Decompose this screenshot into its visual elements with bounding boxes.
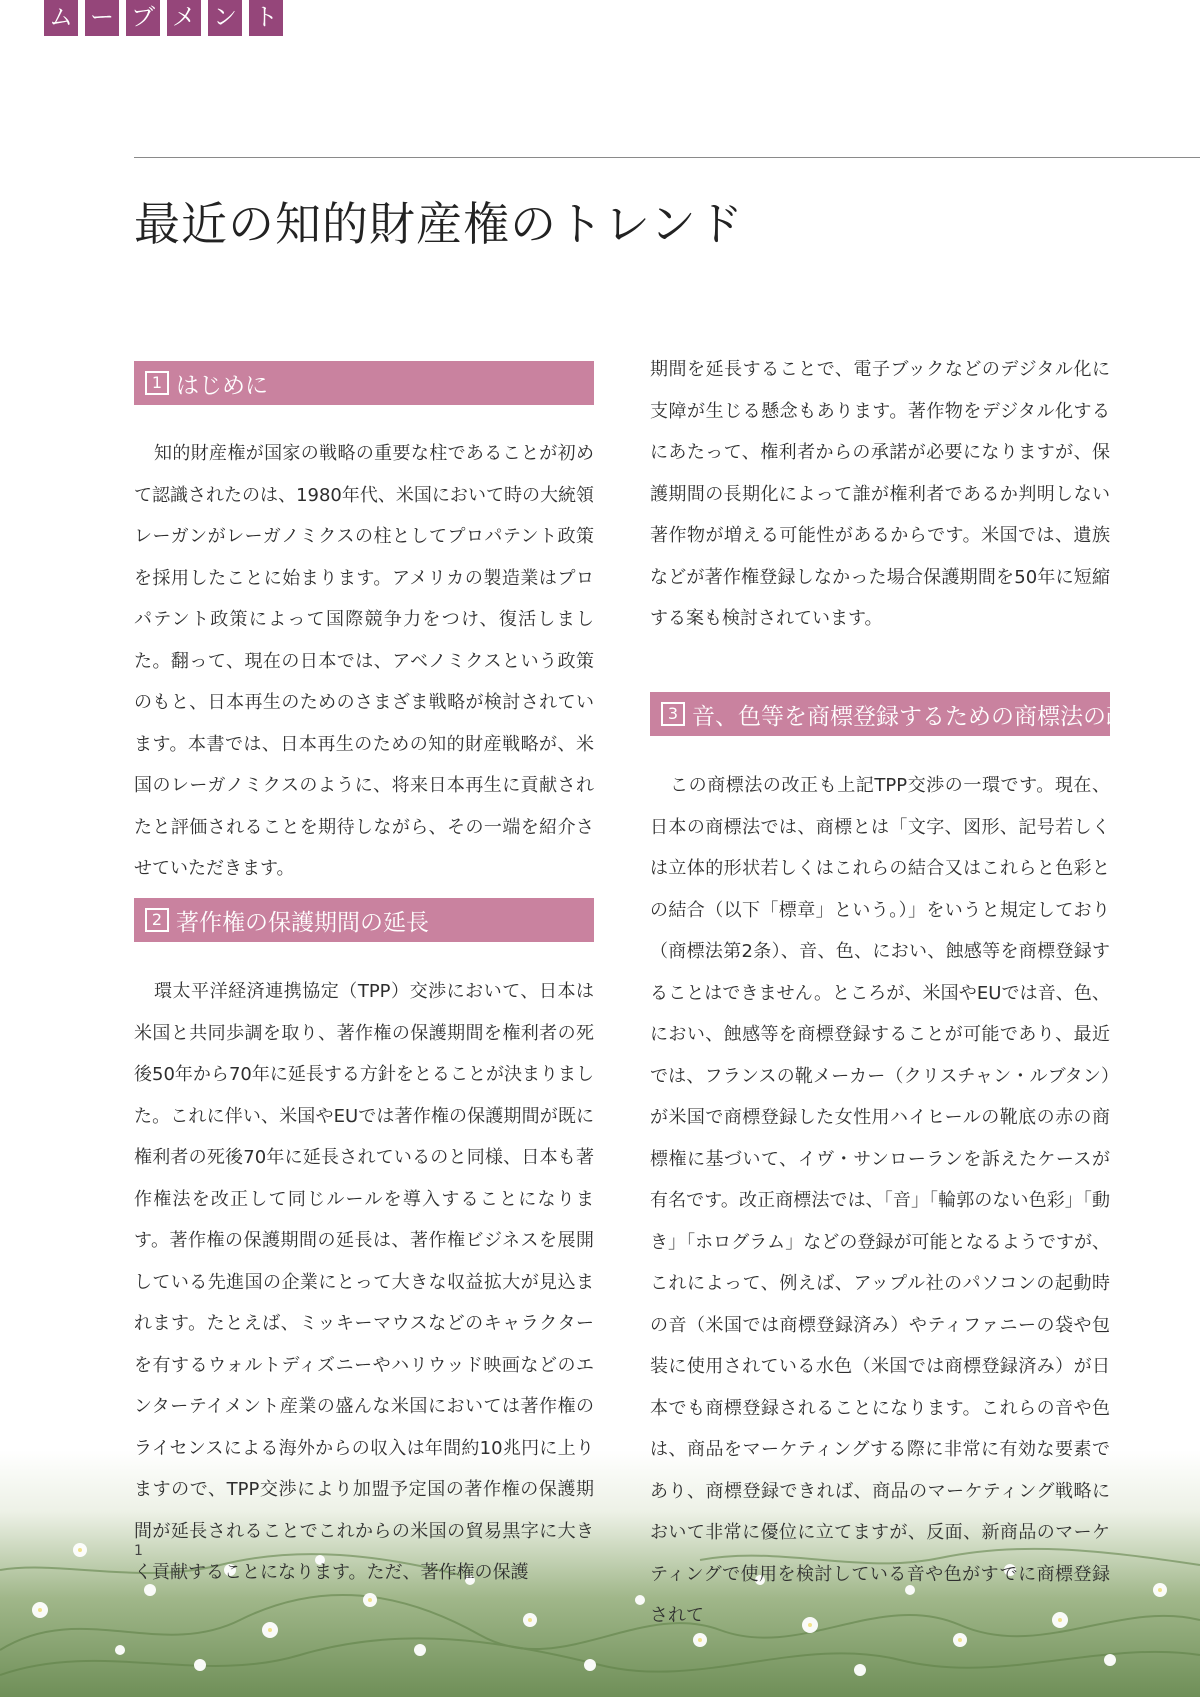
section-body-copyright-term-continued: 期間を延長することで、電子ブックなどのデジタル化に支障が生じる懸念もあります。著作物をデジタル化するにあたって、権利者からの承諾が必要になりますが、保護期間の長期化によって誰が権利者であるか判明しない著作物が増える可能性があるからです。米国では、遺族などが著作権登録しなかった場合保護期間を50年に短縮する案も検討されています。: [650, 359, 1110, 629]
page-number: 1: [134, 1543, 143, 1559]
section-body-copyright-term: 環太平洋経済連携協定（TPP）交渉において、日本は米国と共同歩調を取り、著作権の保護期間を権利者の死後50年から70年に延長する方針をとることが決まりました。これに伴い、米国やEUでは著作権の保護期間が既に権利者の死後70年に延長されているのと同様、日本も著作権法を改正して同じルールを導入することになります。著作権の保護期間の延長は、著作権ビジネスを展開している先進国の企業にとって大きな収益拡大が見込まれます。たとえば、ミッキーマウスなどのキャラクターを有するウォルトディズニーやハリウッド映画などのエンターテイメント産業の盛んな米国においては著作権のライセンスによる海外からの収入は年間約10兆円に上りますので、TPP交渉により加盟予定国の著作権の保護期間が延長されることでこれからの米国の貿易黒字に大きく貢献することになります。ただ、著作権の保護: [134, 981, 594, 1583]
category-tag: ブ: [126, 0, 160, 36]
category-tag: ト: [249, 0, 283, 36]
section-number-box: 3: [661, 702, 685, 726]
section-heading: 著作権の保護期間の延長: [176, 909, 429, 936]
category-tag: ム: [44, 0, 78, 36]
category-tag: ー: [85, 0, 119, 36]
page-title: 最近の知的財産権のトレンド: [134, 197, 744, 251]
section-body-trademark-law: この商標法の改正も上記TPP交渉の一環です。現在、日本の商標法では、商標とは「文字、図形、記号若しくは立体的形状若しくはこれらの結合又はこれらと色彩との結合（以下「標章」という。）」をいうと規定しており（商標法第2条）、音、色、におい、蝕感等を商標登録することはできません。ところが、米国やEUでは音、色、におい、蝕感等を商標登録することが可能であり、最近では、フランスの靴メーカー（クリスチャン・ルブタン）が米国で商標登録した女性用ハイヒールの靴底の赤の商標権に基づいて、イヴ・サンローランを訴えたケースが有名です。改正商標法では、「音」「輪郭のない色彩」「動き」「ホログラム」などの登録が可能となるようですが、これによって、例えば、アップル社のパソコンの起動時の音（米国では商標登録済み）やティファニーの袋や包装に使用されている水色（米国では商標登録済み）が日本でも商標登録されることになります。これらの音や色は、商品をマーケティングする際に非常に有効な要素であり、商標登録できれば、商品のマーケティング戦略において非常に優位に立てますが、反面、新商品のマーケティングで使用を検討している音や色がすでに商標登録されて: [650, 775, 1110, 1626]
category-tag: メ: [167, 0, 201, 36]
category-tag: ン: [208, 0, 242, 36]
section-number-box: 2: [145, 908, 169, 932]
category-tags: [44, 0, 283, 36]
section-header-trademark-law: [650, 692, 1152, 736]
section-header-introduction: [134, 361, 594, 405]
section-body-introduction: 知的財産権が国家の戦略の重要な柱であることが初めて認識されたのは、1980年代、米国において時の大統領レーガンがレーガノミクスの柱としてプロパテント政策を採用したことに始まります。アメリカの製造業はプロパテント政策によって国際競争力をつけ、復活しました。翻って、現在の日本では、アベノミクスという政策のもと、日本再生のためのさまざま戦略が検討されています。本書では、日本再生のための知的財産戦略が、米国のレーガノミクスのように、将来日本再生に貢献されたと評価されることを期待しながら、その一端を紹介させていただきます。: [134, 443, 594, 879]
section-heading: 音、色等を商標登録するための商標法の改正: [692, 703, 1152, 730]
section-heading: はじめに: [176, 372, 268, 399]
section-header-copyright-term: [134, 898, 594, 942]
section-number-box: 1: [145, 371, 169, 395]
title-divider: [134, 157, 1200, 158]
